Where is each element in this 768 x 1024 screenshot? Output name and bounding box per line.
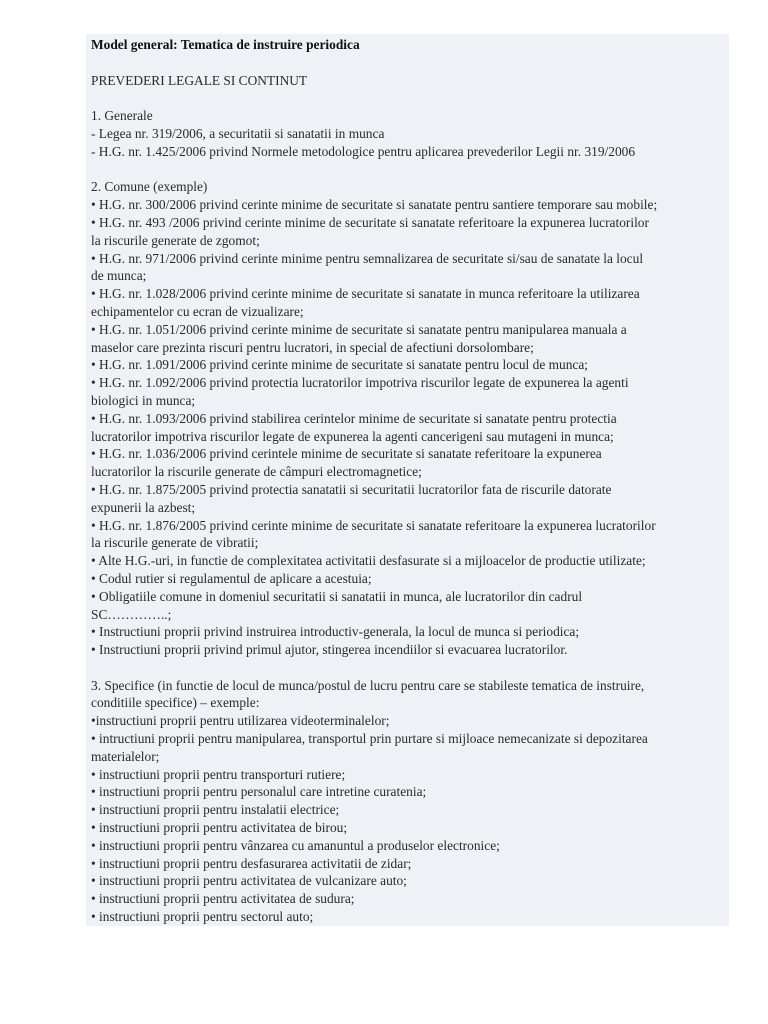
section-2-line: • H.G. nr. 1.051/2006 privind cerinte minime de securitate si sanatate pentru manipularea manuala a [91, 321, 627, 337]
section-2-line: • H.G. nr. 1.093/2006 privind stabilirea cerintelor minime de securitate si sanatate pentru protectia [91, 410, 617, 426]
section-2-line: la riscurile generate de zgomot; [91, 232, 260, 248]
section-3-line: • instructiuni proprii pentru personalul care intretine curatenia; [91, 784, 427, 800]
section-2-line: • H.G. nr. 1.092/2006 privind protectia lucratorilor impotriva riscurilor legate de expunerea la agenti [91, 375, 629, 391]
section-2-line: la riscurile generate de vibratii; [91, 535, 259, 551]
section-3-line: •instructiuni proprii pentru utilizarea videoterminalelor; [91, 713, 390, 729]
section-2-line: • Instructiuni proprii privind instruirea introductiv-generala, la locul de munca si periodica; [91, 624, 580, 640]
section-2-line: • H.G. nr. 1.875/2005 privind protectia sanatatii si securitatii lucratorilor fata de riscurile datorate [91, 481, 612, 497]
section-3-list [91, 677, 729, 926]
section-2-line: lucratorilor la riscurile generate de câmpuri electromagnetice; [91, 464, 422, 480]
spacer [91, 89, 729, 107]
section-2-list [91, 196, 729, 659]
section-2-line: de munca; [91, 268, 147, 284]
section-2-line: • H.G. nr. 1.036/2006 privind cerintele minime de securitate si sanatate referitoare la expunerea [91, 446, 602, 462]
section-3-line: • instructiuni proprii pentru transporturi rutiere; [91, 766, 346, 782]
section-2-line: • H.G. nr. 971/2006 privind cerinte minime pentru semnalizarea de securitate si/sau de sanatate la locul [91, 250, 644, 266]
section-3-line: 3. Specifice (in functie de locul de munca/postul de lucru pentru care se stabileste tematica de instruire, [91, 677, 645, 693]
section-3-line: • instructiuni proprii pentru activitatea de birou; [91, 820, 348, 836]
section-2-line: • Alte H.G.-uri, in functie de complexitatea activitatii desfasurate si a mijloacelor de productie utilizate; [91, 553, 646, 569]
section-2-line: maselor care prezinta riscuri pentru lucratori, in special de afectiuni dorsolombare; [91, 339, 534, 355]
section-2-title: 2. Comune (exemple) [91, 179, 208, 195]
section-3-line: • instructiuni proprii pentru instalatii electrice; [91, 802, 340, 818]
section-3-line: materialelor; [91, 748, 160, 764]
spacer [91, 54, 729, 72]
document-title: Model general: Tematica de instruire periodica [91, 37, 360, 52]
spacer [91, 659, 729, 677]
section-2-line: • Instructiuni proprii privind primul ajutor, stingerea incendiilor si evacuarea lucratorilor. [91, 642, 568, 658]
section-2-line: SC…………..; [91, 606, 172, 622]
section-2-line: biologici in munca; [91, 392, 196, 408]
section-2-line: • Codul rutier si regulamentul de aplicare a acestuia; [91, 570, 372, 586]
document-heading: PREVEDERI LEGALE SI CONTINUT [91, 72, 308, 88]
section-2-line: expunerii la azbest; [91, 499, 196, 515]
section-2-line: • H.G. nr. 300/2006 privind cerinte minime de securitate si sanatate pentru santiere temporare sau mobile; [91, 197, 658, 213]
section-2-line: lucratorilor impotriva riscurilor legate de expunerea la agenti cancerigeni sau mutageni in munca; [91, 428, 614, 444]
section-2-line: • Obligatiile comune in domeniul securitatii si sanatatii in munca, ale lucratorilor din cadrul [91, 588, 583, 604]
section-2-line: echipamentelor cu ecran de vizualizare; [91, 303, 304, 319]
section-3-line: • instructiuni proprii pentru activitatea de vulcanizare auto; [91, 873, 407, 889]
section-2-line: • H.G. nr. 493 /2006 privind cerinte minime de securitate si sanatate referitoare la expunerea lucratorilor [91, 214, 649, 230]
document-body [86, 34, 729, 926]
section-1-item: - H.G. nr. 1.425/2006 privind Normele metodologice pentru aplicarea prevederilor Legii nr. 319/2006 [91, 143, 636, 159]
section-3-line: conditiile specifice) – exemple: [91, 695, 260, 711]
section-3-line: • instructiuni proprii pentru desfasurarea activitatii de zidar; [91, 855, 412, 871]
section-2-line: • H.G. nr. 1.876/2005 privind cerinte minime de securitate si sanatate referitoare la expunerea lucratorilor [91, 517, 656, 533]
section-3-line: • instructiuni proprii pentru vânzarea cu amanuntul a produselor electronice; [91, 837, 500, 853]
spacer [91, 161, 729, 179]
section-3-line: • instructiuni proprii pentru activitatea de sudura; [91, 891, 355, 907]
section-3-line: • instructiuni proprii pentru sectorul auto; [91, 909, 314, 925]
section-1-item: - Legea nr. 319/2006, a securitatii si sanatatii in munca [91, 125, 385, 141]
section-1-title: 1. Generale [91, 108, 153, 124]
section-2-line: • H.G. nr. 1.091/2006 privind cerinte minime de securitate si sanatate pentru locul de munca; [91, 357, 589, 373]
section-2-line: • H.G. nr. 1.028/2006 privind cerinte minime de securitate si sanatate in munca referitoare la utilizarea [91, 286, 640, 302]
section-3-line: • intructiuni proprii pentru manipularea, transportul prin purtare si mijloace nemecanizate si depozitarea [91, 731, 648, 747]
